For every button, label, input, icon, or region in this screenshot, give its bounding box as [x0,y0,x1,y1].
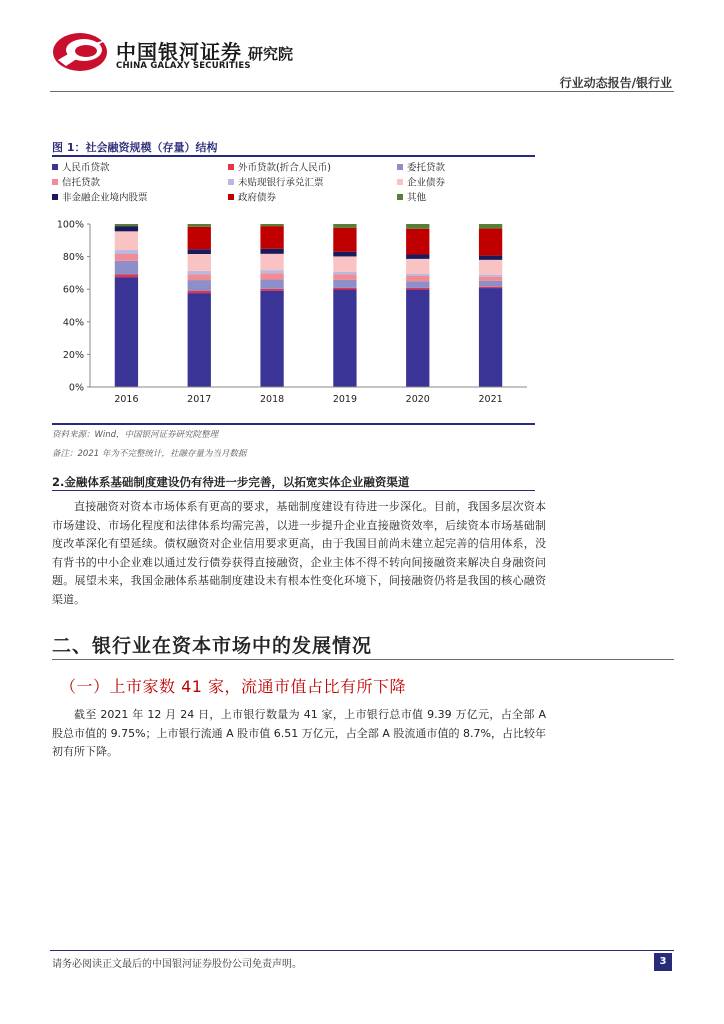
legend-label: 其他 [407,192,427,204]
legend-swatch [52,164,58,170]
legend-label: 企业债券 [407,177,446,189]
bar-segment [333,252,356,257]
y-tick-label: 0% [68,382,84,394]
x-tick-label: 2020 [405,394,430,405]
legend-swatch [228,179,234,185]
bar-segment [188,227,211,249]
section-subheading-rule [52,490,535,491]
bar-segment [479,275,502,277]
bar-segment [406,281,429,288]
bar-segment [333,272,356,274]
bar-segment [406,254,429,258]
figure-source: 资料来源：Wind，中国银河证券研究院整理 [52,430,219,440]
bar-segment [115,224,138,226]
bar-segment [188,254,211,271]
bar-segment [333,228,356,252]
chapter-subheading: （一）上市家数 41 家，流通市值占比有所下降 [60,677,407,696]
bar-segment [260,270,283,273]
chapter-heading: 二、银行业在资本市场中的发展情况 [52,635,373,657]
legend-label: 非金融企业境内股票 [62,192,148,204]
legend-swatch [397,179,403,185]
bar-segment [479,224,502,229]
bar-segment [188,249,211,254]
bar-segment [479,287,502,288]
y-tick-label: 60% [62,284,84,296]
bar-segment [406,259,429,274]
bar-segment [333,290,356,387]
figure-note: 备注：2021 年为不完整统计，社融存量为当月数据 [52,449,247,459]
stacked-bar-chart [52,160,535,418]
bar-segment [115,275,138,278]
bar-segment [260,273,283,279]
chapter-paragraph: 截至 2021 年 12 月 24 日，上市银行数量为 41 家，上市银行总市值 9.39 万亿元，占全部 A 股总市值的 9.75%；上市银行流通 A 股市值 6.51 万亿元，占全部 A 股流通市值的 8.7%，占比较年初有所下降。 [52,708,546,758]
figure-bottom-rule [52,423,535,425]
chart-bars [115,224,502,387]
x-axis [90,387,527,405]
legend-swatch [397,164,403,170]
legend-label: 委托贷款 [407,162,446,174]
y-tick-label: 40% [62,317,84,329]
bar-segment [115,226,138,231]
legend-label: 信托贷款 [62,177,101,189]
bar-segment [260,289,283,291]
header-divider [50,91,674,92]
report-type: 行业动态报告/银行业 [559,76,672,90]
bar-segment [115,254,138,261]
x-tick-label: 2021 [478,394,503,405]
x-tick-label: 2019 [332,394,358,405]
footer-divider [50,950,674,951]
bar-segment [333,280,356,288]
chapter-heading-rule [52,659,674,660]
bar-segment [115,261,138,275]
y-tick-label: 20% [62,349,84,361]
bar-segment [479,260,502,275]
bar-segment [260,291,283,387]
bar-segment [406,289,429,387]
x-tick-label: 2017 [187,394,212,405]
y-tick-label: 100% [56,219,84,231]
bar-segment [188,293,211,387]
bar-segment [406,224,429,229]
galaxy-logo-icon [50,30,110,74]
y-tick-label: 80% [62,252,84,264]
bar-segment [188,224,211,227]
legend-swatch [52,194,58,200]
legend-label: 人民币贷款 [62,162,110,174]
figure-top-rule [52,155,535,157]
brand-institute: 研究院 [248,45,294,63]
bar-segment [115,231,138,250]
bar-segment [188,271,211,274]
bar-segment [479,256,502,260]
bar-segment [260,226,283,249]
bar-segment [333,224,356,228]
bar-segment [406,288,429,289]
bar-segment [479,288,502,387]
figure-title: 图 1：社会融资规模（存量）结构 [52,141,218,154]
bar-segment [479,277,502,281]
chart-legend [52,162,446,204]
bar-segment [188,274,211,280]
brand-name-cn: 中国银河证券 [116,40,242,64]
section-paragraph: 直接融资对资本市场体系有更高的要求，基础制度建设有待进一步深化。目前，我国多层次资本市场建设、市场化程度和法律体系均需完善，以进一步提升企业直接融资效率，后续资本市场基础制度改革深化有望延续。债权融资对企业信用要求更高，由于我国目前尚未建立起完善的信用体系，没有背书的中小企业难以通过发行债券获得直接融资，企业主体不得不转向间接融资来解决自身融资问题。展望未来，我国金融体系基础制度建设未有根本性变化环境下，间接融资仍将是我国的核心融资渠道。 [52,500,546,606]
legend-swatch [228,164,234,170]
page-number: 3 [654,953,672,971]
footer-disclaimer: 请务必阅读正文最后的中国银河证券股份公司免责声明。 [52,959,302,970]
bar-segment [479,229,502,256]
bar-segment [406,229,429,255]
legend-swatch [52,179,58,185]
bar-segment [333,288,356,290]
x-tick-label: 2018 [259,394,285,405]
bar-segment [406,274,429,276]
bar-segment [115,277,138,387]
bar-segment [188,280,211,291]
bar-segment [260,280,283,289]
y-axis [57,220,90,394]
bar-segment [115,250,138,254]
bar-segment [479,281,502,287]
legend-swatch [397,194,403,200]
legend-label: 外币贷款(折合人民币) [238,162,331,174]
brand-name-en: CHINA GALAXY SECURITIES [116,61,251,71]
bar-segment [260,249,283,254]
x-tick-label: 2016 [114,394,139,405]
bar-segment [333,256,356,271]
legend-label: 政府债券 [238,192,277,204]
bar-segment [260,224,283,226]
bar-segment [333,274,356,280]
legend-label: 未贴现银行承兑汇票 [238,177,324,189]
bar-segment [188,291,211,293]
bar-segment [260,254,283,270]
legend-swatch [228,194,234,200]
section-subheading: 2.金融体系基础制度建设仍有待进一步完善，以拓宽实体企业融资渠道 [52,475,410,489]
bar-segment [406,276,429,281]
